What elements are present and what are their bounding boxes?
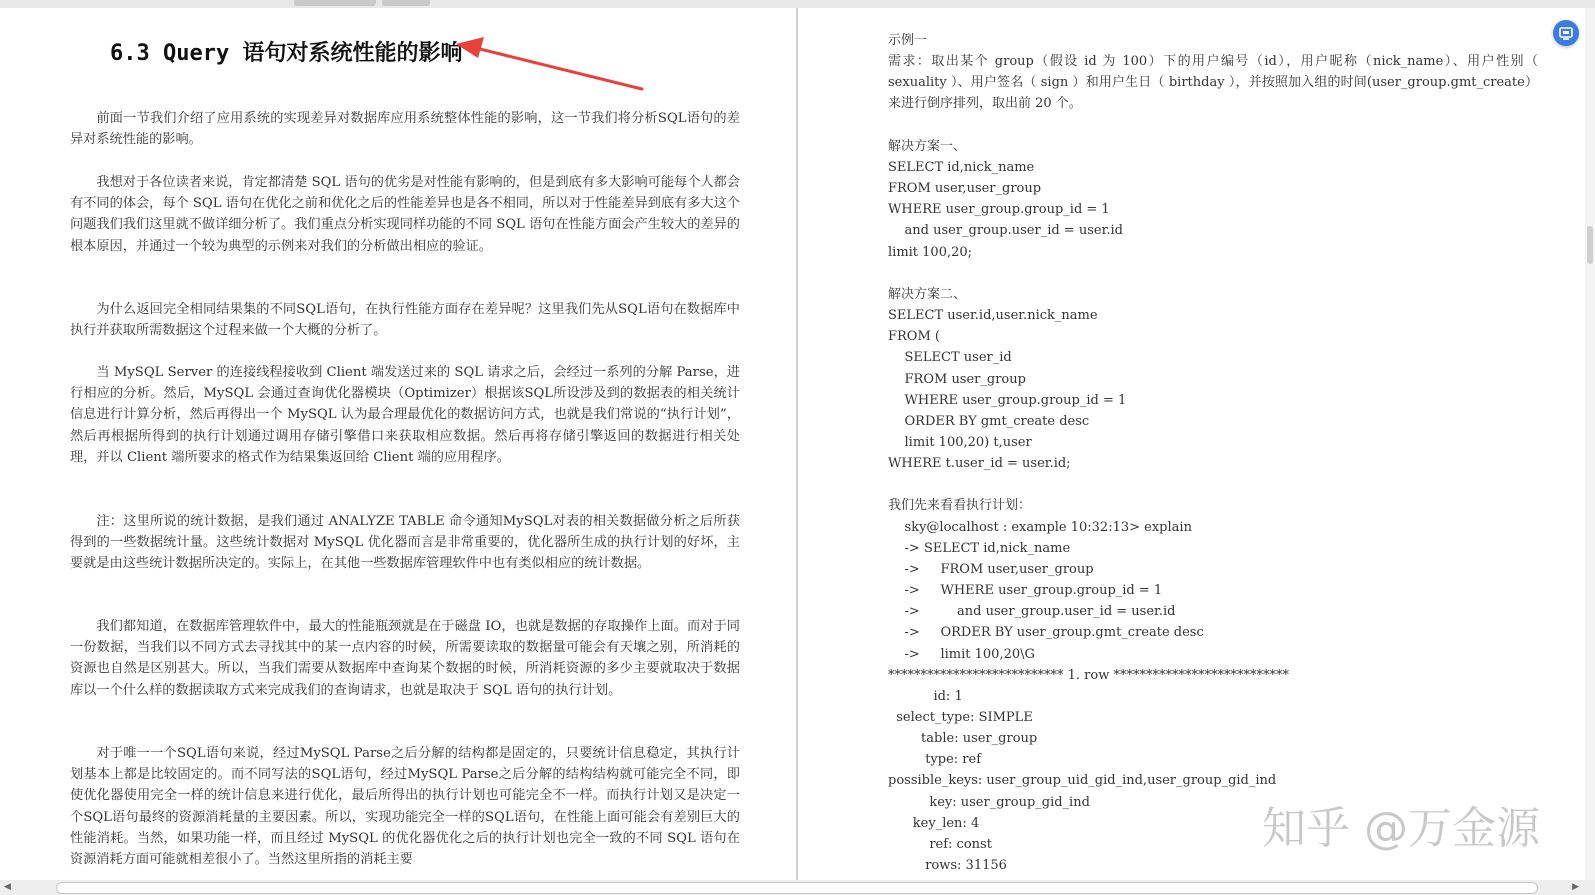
section-title: 6.3 Query 语句对系统性能的影响 xyxy=(110,41,463,66)
code-line: -> FROM user,user_group xyxy=(888,561,1094,577)
body-paragraph: 为什么返回完全相同结果集的不同SQL语句，在执行性能方面存在差异呢？这里我们先从SQL语句在数据库中执行并获取所需数据这个过程来做一个大概的分析了。 xyxy=(70,302,740,339)
scroll-left-icon[interactable]: ◀ xyxy=(4,882,11,892)
code-line: -> WHERE user_group.group_id = 1 xyxy=(888,583,1163,599)
requirement-text: 需求：取出某个 group（假设 id 为 100）下的用户编号（id），用户昵称（nick_name）、用户性别（ sexuality ）、用户签名（ sign ）和用户生日（ birthday ），并按照加入组的时间(user_group.gmt_create）来进行倒序排列，取出前 20 个。 xyxy=(888,54,1538,112)
code-line: key: user_group_gid_ind xyxy=(888,794,1090,810)
code-line: 解决方案二、 xyxy=(888,286,967,302)
code-line: -> SELECT id,nick_name xyxy=(888,540,1071,556)
code-line: SELECT user_id xyxy=(888,350,1012,366)
code-line: FROM ( xyxy=(888,329,940,345)
code-line: WHERE user_group.group_id = 1 xyxy=(888,202,1110,218)
code-line: id: 1 xyxy=(888,688,963,704)
body-paragraph: 我想对于各位读者来说，肯定都清楚 SQL 语句的优劣是对性能有影响的，但是到底有多大影响可能每个人都会有不同的体会，每个 SQL 语句在优化之前和优化之后的性能差异也是各不相同，所以对于性能差异到底有多大这个问题我们我们这里就不做详细分析了。我们重点分析实现同样功能的不同 SQL 语句在性能方面会产生较大的差异的根本原因，并通过一个较为典型的示例来对我们的分析做出相应的验证。 xyxy=(70,175,740,254)
page-divider xyxy=(796,8,798,880)
code-line xyxy=(888,115,1538,136)
document-page-right xyxy=(800,8,1580,880)
scroll-right-icon[interactable]: ▶ xyxy=(1572,882,1579,892)
top-toolbar-strip xyxy=(0,0,1595,8)
code-line xyxy=(888,474,1538,495)
code-line xyxy=(888,263,1538,284)
body-paragraph: 我们都知道，在数据库管理软件中，最大的性能瓶颈就是在于磁盘 IO，也就是数据的存取操作上面。而对于同一份数据，当我们以不同方式去寻找其中的某一点内容的时候，所需要读取的数据量可能会有天壤之别，所消耗的资源也自然是区别甚大。所以，当我们需要从数据库中查询某个数据的时候，所消耗资源的多少主要就取决于数据库以一个什么样的数据读取方式来完成我们的查询请求，也就是取决于 SQL 语句的执行计划。 xyxy=(70,619,740,698)
code-listing xyxy=(888,30,1538,876)
code-line: 解决方案一、 xyxy=(888,138,967,154)
body-paragraph: 当 MySQL Server 的连接线程接收到 Client 端发送过来的 SQL 请求之后，会经过一系列的分解 Parse，进行相应的分析。然后，MySQL 会通过查询优化器模块（Optimizer）根据该SQL所设涉及到的数据表的相关统计信息进行计算分析，然后再得出一个 MySQL 认为最合理最优化的数据访问方式，也就是我们常说的“执行计划”，然后再根据所得到的执行计划通过调用存储引擎借口来获取相应数据。然后再将存储引擎返回的数据进行相关处理，并以 Client 端所要求的格式作为结果集返回给 Client 端的应用程序。 xyxy=(70,365,740,465)
code-lines xyxy=(888,115,1538,877)
vertical-scrollbar-thumb[interactable] xyxy=(1587,226,1593,264)
code-line: FROM user_group xyxy=(888,371,1026,387)
code-line: possible_keys: user_group_uid_gid_ind,user_group_gid_ind xyxy=(888,773,1277,789)
code-line: ORDER BY gmt_create desc xyxy=(888,413,1090,429)
code-line: select_type: SIMPLE xyxy=(888,710,1033,725)
code-line: sky@localhost : example 10:32:13> explain xyxy=(888,519,1192,535)
body-paragraph: 注：这里所说的统计数据，是我们通过 ANALYZE TABLE 命令通知MySQL对表的相关数据做分析之后所获得到的一些数据统计量。这些统计数据对 MySQL 优化器而言是非常重要的，优化器所生成的执行计划的好坏，主要就是由这些统计数据所决定的。实际上，在其他一些数据库管理软件中也有类似相应的统计数据。 xyxy=(70,514,740,572)
floating-action-button[interactable] xyxy=(1553,20,1579,46)
toolbar-tab[interactable] xyxy=(382,0,430,6)
code-line: type: ref xyxy=(888,752,982,768)
horizontal-scrollbar[interactable] xyxy=(0,880,1595,895)
body-paragraph: 前面一节我们介绍了应用系统的实现差异对数据库应用系统整体性能的影响，这一节我们将分析SQL语句的差异对系统性能的影响。 xyxy=(70,111,740,148)
code-line: 我们先来看看执行计划： xyxy=(888,498,1032,514)
code-line: and user_group.user_id = user.id xyxy=(888,223,1123,239)
toolbar-tab[interactable] xyxy=(294,0,376,6)
code-line: key_len: 4 xyxy=(888,815,980,831)
code-line: ref: const xyxy=(888,836,992,852)
code-line: FROM user,user_group xyxy=(888,181,1042,197)
code-line: limit 100,20) t,user xyxy=(888,434,1032,450)
example-heading: 示例一 xyxy=(888,33,928,48)
code-line: WHERE user_group.group_id = 1 xyxy=(888,392,1127,408)
document-page-left xyxy=(6,8,794,880)
red-arrow-annotation xyxy=(454,34,649,94)
code-line: table: user_group xyxy=(888,731,1038,747)
code-line: -> and user_group.user_id = user.id xyxy=(888,604,1176,620)
horizontal-scrollbar-thumb[interactable] xyxy=(56,882,1538,894)
code-line: *************************** 1. row *************************** xyxy=(888,667,1289,683)
screenshot-icon xyxy=(1553,20,1579,46)
code-line: -> limit 100,20\G xyxy=(888,646,1035,662)
vertical-scrollbar[interactable] xyxy=(1585,8,1595,880)
code-line: -> ORDER BY user_group.gmt_create desc xyxy=(888,625,1204,641)
code-line: SELECT user.id,user.nick_name xyxy=(888,308,1098,324)
code-line: SELECT id,nick_name xyxy=(888,159,1035,175)
body-paragraph: 对于唯一一个SQL语句来说，经过MySQL Parse之后分解的结构都是固定的，只要统计信息稳定，其执行计划基本上都是比较固定的。而不同写法的SQL语句，经过MySQL Parse之后分解的结构结构就可能完全不同，即使优化器使用完全一样的统计信息来进行优化，最后所得出的执行计划也可能完全不一样。而执行计划又是决定一个SQL语句最终的资源消耗量的主要因素。所以，实现功能完全一样的SQL语句，在性能上面可能会有差别巨大的性能消耗。当然，如果功能一样，而且经过 MySQL 的优化器优化之后的执行计划也完全一致的不同 SQL 语句在资源消耗方面可能就相差很小了。当然这里所指的消耗主要 xyxy=(70,746,740,868)
code-line: rows: 31156 xyxy=(888,858,1007,874)
code-line: WHERE t.user_id = user.id; xyxy=(888,456,1071,472)
code-line: limit 100,20; xyxy=(888,244,973,260)
watermark: 知乎 @万金源 xyxy=(1262,803,1540,854)
